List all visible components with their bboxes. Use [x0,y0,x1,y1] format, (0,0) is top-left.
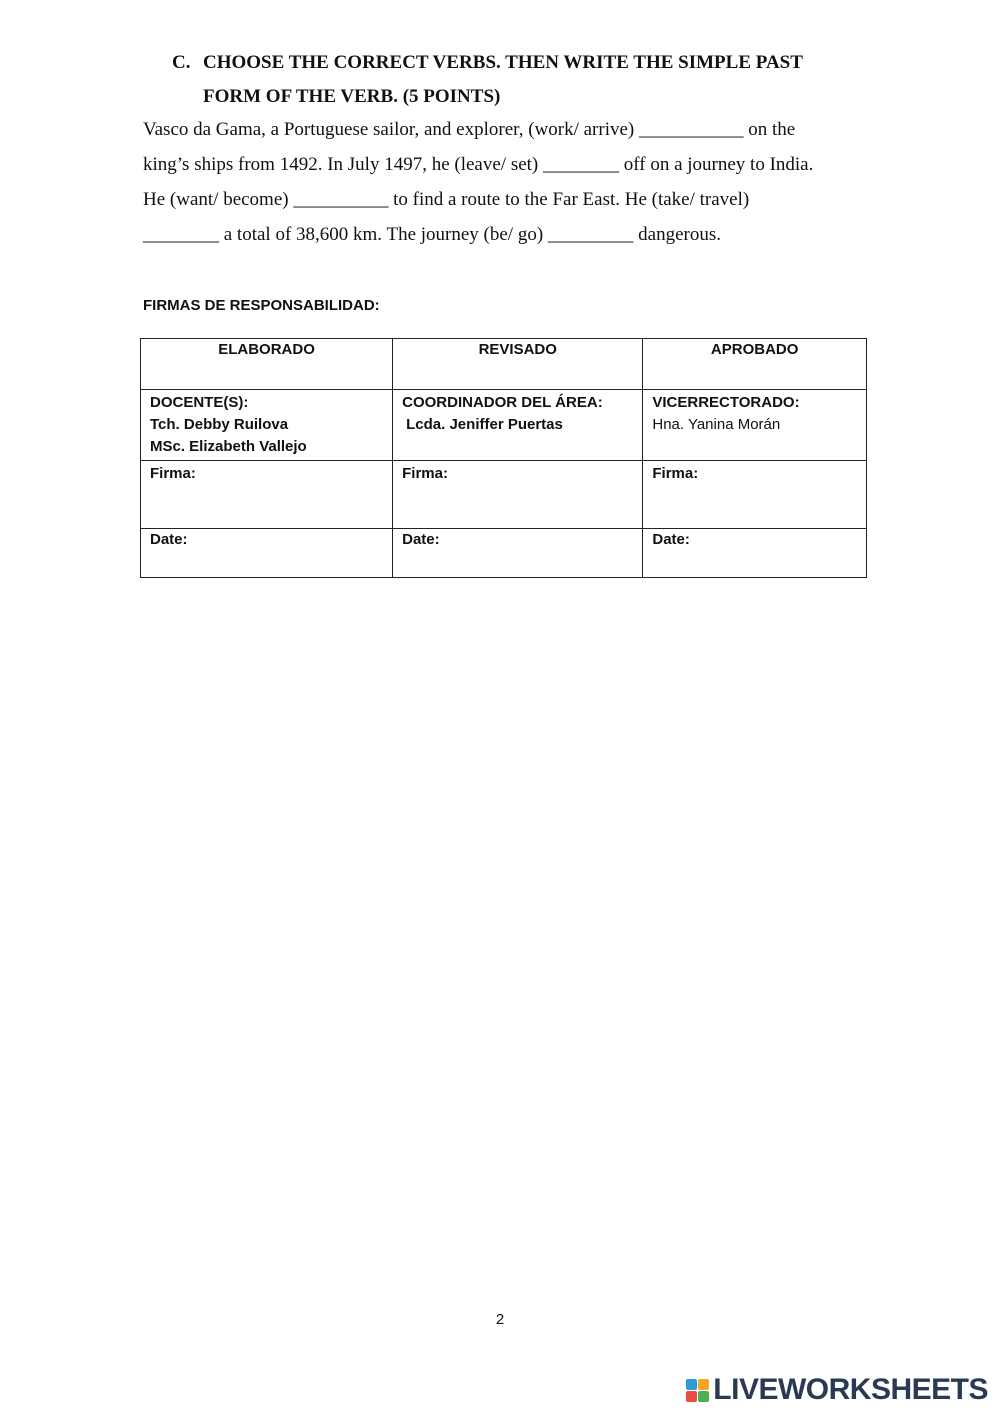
table-header-row [141,339,867,390]
cell-vicerrectorado [643,390,867,461]
header-elaborado: ELABORADO [141,339,393,390]
role-label: VICERRECTORADO: [652,394,800,411]
signatures-heading: FIRMAS DE RESPONSABILIDAD: [143,297,380,314]
person-name: MSc. Elizabeth Vallejo [150,438,307,455]
logo-square [686,1391,697,1402]
header-revisado: REVISADO [393,339,643,390]
logo-square [698,1379,709,1390]
role-label: DOCENTE(S): [150,394,249,411]
table-row-date [141,529,867,578]
table-row-roles [141,390,867,461]
paragraph-line: Vasco da Gama, a Portuguese sailor, and explorer, (work/ arrive) ___________ on the [143,119,796,140]
liveworksheets-logo [686,1372,988,1408]
logo-square [686,1379,697,1390]
firma-field[interactable]: Firma: [643,461,867,529]
logo-square [698,1391,709,1402]
firma-field[interactable]: Firma: [141,461,393,529]
paragraph-line: ________ a total of 38,600 km. The journey (be/ go) _________ dangerous. [143,224,721,245]
date-field[interactable]: Date: [643,529,867,578]
paragraph-line: He (want/ become) __________ to find a route to the Far East. He (take/ travel) [143,189,750,210]
table-row-firma [141,461,867,529]
role-label: COORDINADOR DEL ÁREA: [402,394,603,411]
liveworksheets-logo-icon [686,1379,709,1402]
section-title-line1: CHOOSE THE CORRECT VERBS. THEN WRITE THE SIMPLE PAST [203,52,803,73]
paragraph-line: king’s ships from 1492. In July 1497, he (leave/ set) ________ off on a journey to India. [143,154,814,175]
section-letter: C. [172,52,191,73]
header-aprobado: APROBADO [643,339,867,390]
cell-coordinador [393,390,643,461]
person-name: Hna. Yanina Morán [652,416,781,433]
section-title-line2: FORM OF THE VERB. (5 POINTS) [203,86,501,107]
person-name: Tch. Debby Ruilova [150,416,289,433]
section-heading [172,46,892,114]
page-number: 2 [495,1311,505,1328]
date-field[interactable]: Date: [141,529,393,578]
person-name: Lcda. Jeniffer Puertas [406,416,563,433]
logo-text: LIVEWORKSHEETS [713,1373,988,1406]
signatures-table [140,338,867,578]
cell-docentes [141,390,393,461]
date-field[interactable]: Date: [393,529,643,578]
firma-field[interactable]: Firma: [393,461,643,529]
exercise-paragraph [143,112,873,252]
